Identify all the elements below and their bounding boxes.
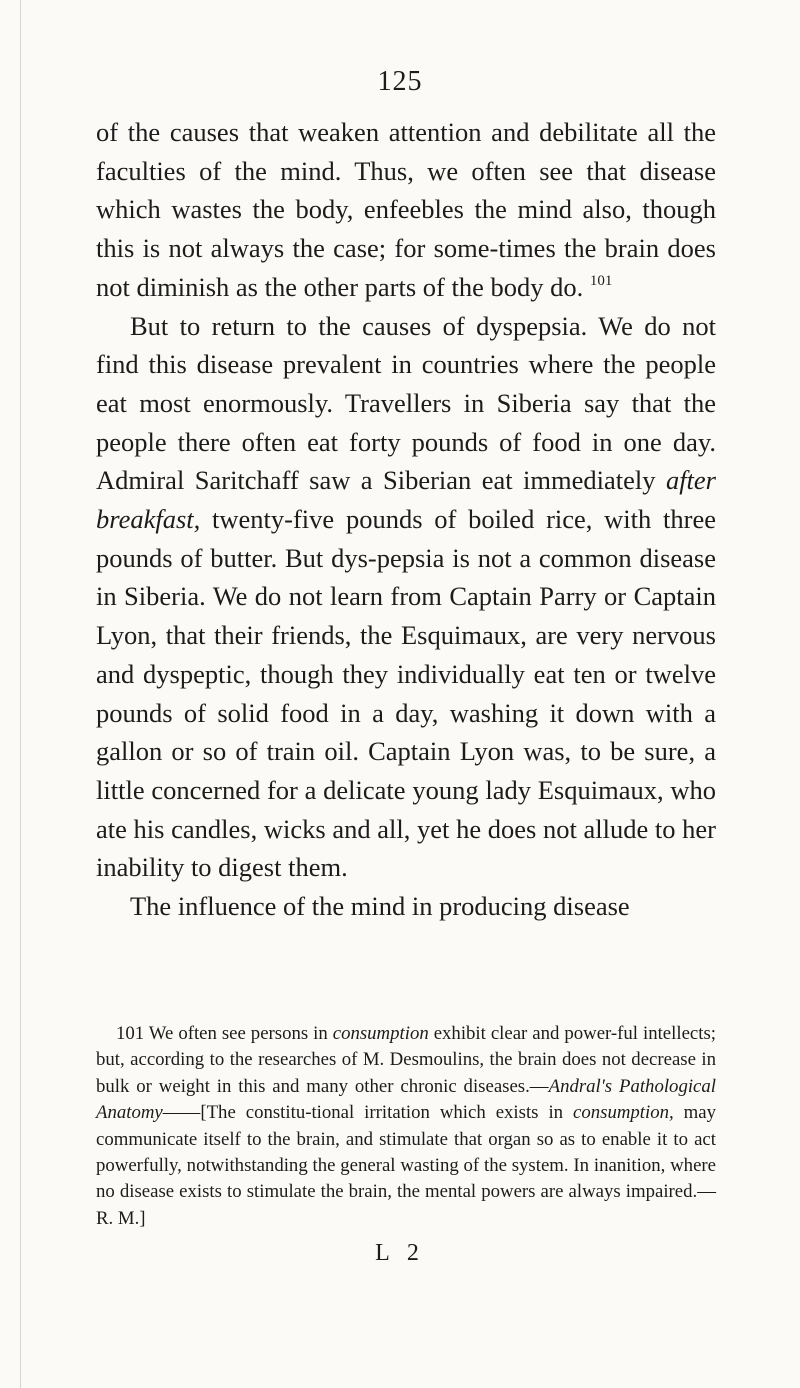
paragraph-text: twenty-five pounds of boiled rice, with three pounds of butter. But dys-pepsia is not a common disease in Siberia. We do not learn from Captain Parry or Captain Lyon, that their friends, the Esquimaux, are very nervous and dyspeptic, though they individually eat ten or twelve pounds of solid food in a day, washing it down with a gallon or so of train oil. Captain Lyon was, to be sure, a little concerned for a delicate young lady Esquimaux, who ate his candles, wicks and all, yet he does not allude to her inability to digest them.	[96, 504, 716, 883]
emphasis: after breakfast,	[96, 465, 716, 535]
paragraph	[96, 887, 716, 926]
emphasis: consumption	[332, 1023, 429, 1044]
footnote-segment: may communicate itself to the brain, and stimulate that organ so as to enable it to act powerfully, notwithstanding the general wasting of the system. In inanition, where no disease exists to stimulate the brain, the mental powers are always impaired.—R. M.]	[96, 1102, 716, 1229]
footnote-segment: We often see persons in	[144, 1023, 333, 1044]
emphasis: consumption,	[573, 1102, 674, 1124]
body-text	[96, 113, 716, 926]
footnote-number: 101	[116, 1023, 145, 1044]
page-edge-line	[20, 0, 21, 1388]
footnote	[96, 1021, 716, 1232]
signature-mark: L 2	[375, 1240, 425, 1266]
paragraph-text: But to return to the causes of dyspepsia. We do not find this disease prevalent in countries where the people eat most enormously. Travellers in Siberia say that the people there often eat forty pounds of food in one day. Admiral Saritchaff saw a Siberian eat immediately	[96, 310, 716, 496]
paragraph-text: of the causes that weaken attention and debilitate all the faculties of the mind. Thus, we often see that disease which wastes the body, enfeebles the mind also, though this is not always the case; for some-times the brain does not diminish as the other parts of the body do.	[96, 117, 716, 302]
footnote-segment: exhibit clear and power-ful intellects; but, according to the researches of M. Desmoulins, the brain does not decrease in bulk or weight in this and many other chronic diseases.—	[96, 1023, 716, 1097]
footnote-reference: 101	[589, 272, 613, 289]
citation: Andral's Pathological Anatomy	[96, 1075, 716, 1124]
paragraph	[96, 113, 716, 307]
paragraph-text: The influence of the mind in producing disease	[130, 891, 630, 922]
footnote-segment: ——[The constitu-tional irritation which exists in	[162, 1102, 574, 1124]
paragraph	[96, 307, 716, 888]
page-number: 125	[377, 66, 423, 97]
footnote-text	[96, 1021, 716, 1232]
